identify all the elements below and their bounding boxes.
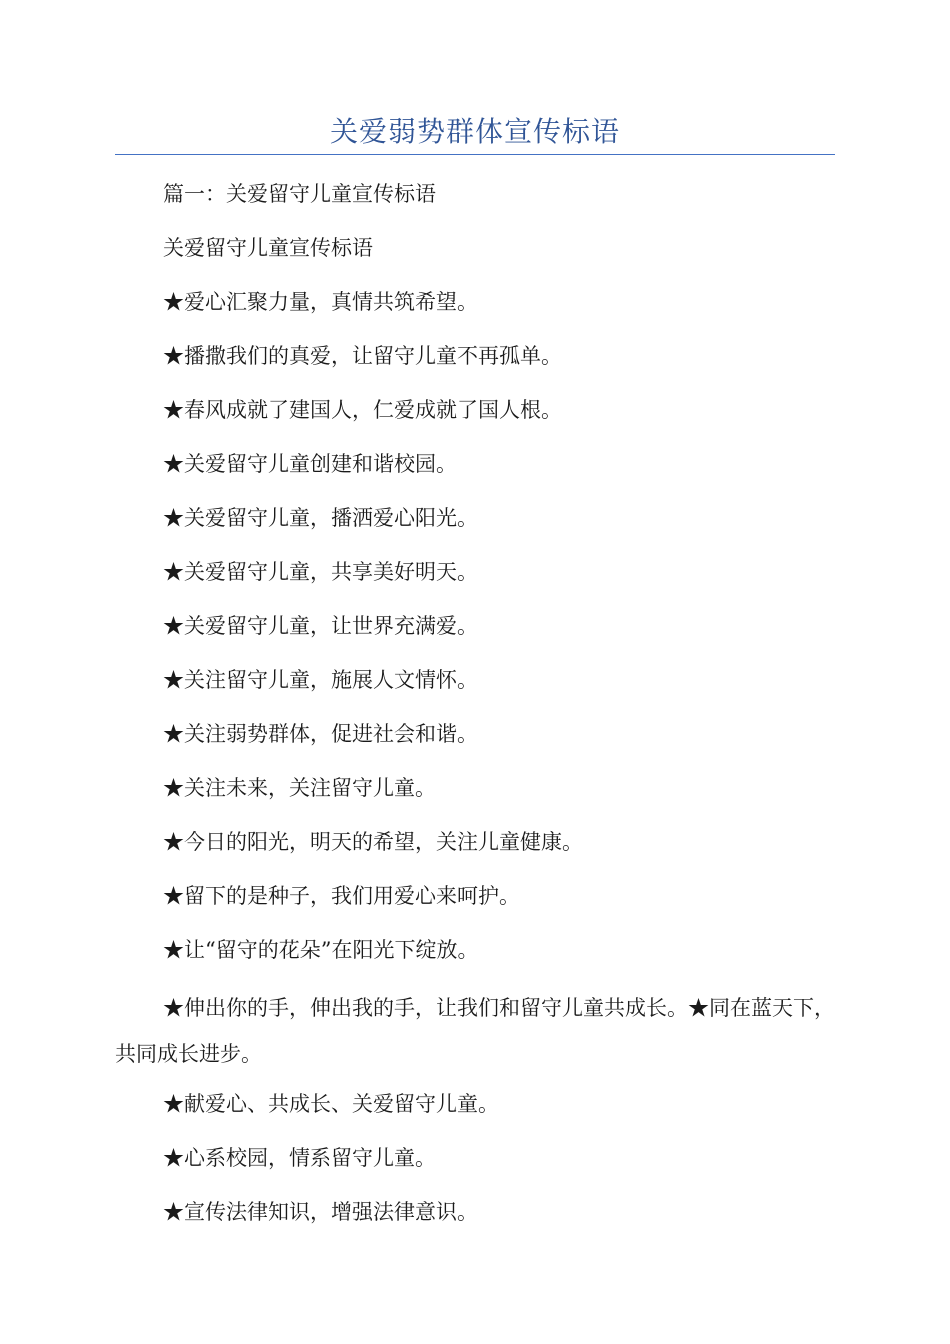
slogan-item: ★今日的阳光，明天的希望，关注儿童健康。 xyxy=(163,830,583,854)
slogan-item: ★心系校园，情系留守儿童。 xyxy=(163,1146,436,1170)
slogan-item: ★关注留守儿童，施展人文情怀。 xyxy=(163,668,478,692)
slogan-item: ★爱心汇聚力量，真情共筑希望。 xyxy=(163,290,478,314)
slogan-item: ★播撒我们的真爱，让留守儿童不再孤单。 xyxy=(163,344,562,368)
slogan-item: ★伸出你的手，伸出我的手，让我们和留守儿童共成长。★同在蓝天下，共同成长进步。 xyxy=(115,996,835,1066)
slogan-item: ★关爱留守儿童创建和谐校园。 xyxy=(163,452,457,476)
document-title: 关爱弱势群体宣传标语 xyxy=(329,115,620,148)
slogan-item: ★留下的是种子，我们用爱心来呵护。 xyxy=(163,884,520,908)
slogan-item: ★春风成就了建国人，仁爱成就了国人根。 xyxy=(163,398,562,422)
subheading: 关爱留守儿童宣传标语 xyxy=(163,236,373,260)
title-underline xyxy=(115,154,835,155)
slogan-item: ★关爱留守儿童，共享美好明天。 xyxy=(163,560,478,584)
slogan-item: ★关爱留守儿童，让世界充满爱。 xyxy=(163,614,478,638)
slogan-item: ★关注未来，关注留守儿童。 xyxy=(163,776,436,800)
slogan-item: ★让“留守的花朵”在阳光下绽放。 xyxy=(163,938,479,962)
section-heading: 篇一：关爱留守儿童宣传标语 xyxy=(163,182,436,206)
document-body xyxy=(115,175,835,1247)
slogan-item: ★宣传法律知识，增强法律意识。 xyxy=(163,1200,478,1224)
slogan-item: ★关爱留守儿童，播洒爱心阳光。 xyxy=(163,506,478,530)
slogan-item: ★献爱心、共成长、关爱留守儿童。 xyxy=(163,1092,499,1116)
slogan-item: ★关注弱势群体，促进社会和谐。 xyxy=(163,722,478,746)
